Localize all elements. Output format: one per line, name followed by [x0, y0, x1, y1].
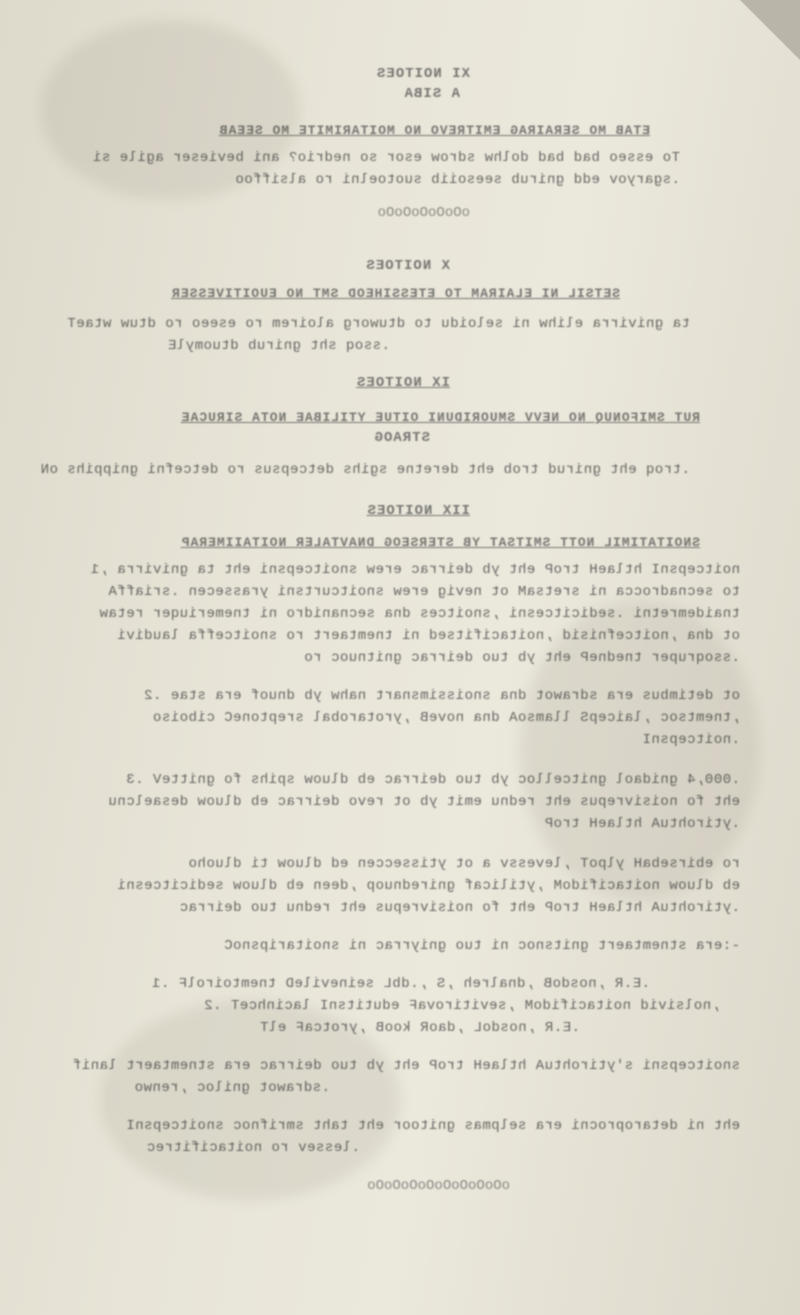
section-sub: A SIBA	[403, 86, 460, 102]
section-number: XI NOITOES	[375, 66, 470, 82]
section-title: ETAB MO SERAIRAG EMITREVO NO MOITARIMITE MO SEEAB	[218, 123, 650, 138]
body-line: .sdrawot gniloc ,renwo	[134, 1080, 330, 1096]
list-item: .E.R ,nosdoB ,dnalreh ,S ,.dbL seinevileD tnemtoirolF .1	[151, 976, 650, 992]
body-line: .noitcepsnI	[642, 732, 740, 748]
body-line: .000,4 gnidaol gnitcelloc yb tuo deirrac eb dluow spihs fo gnitteV .3	[125, 772, 740, 788]
body-line: .ytirohtuA htlaeH troP	[544, 816, 740, 832]
section-sub: STRAOG	[373, 430, 430, 446]
list-item: .E.R ,nosdoL ,daoR kooB ,yrotcaF elT	[259, 1020, 580, 1036]
body-line: eb dluow noitacifidoM ,ytilicaf gnirednuop ,deen eb dluow sedicitcesni	[116, 878, 740, 894]
separator-dots: oOoOoOoOoOo	[377, 205, 470, 221]
section-title: RUT SMIFONUQ NO NEVV SMUORIDUNI OITUE YTILIBAE NOTA SIRUCAE	[180, 410, 700, 425]
body-line: noitcepsnI htlaeH troP eht yb deirrac erew snoitcepsni eht ta gnivirra ,1	[90, 562, 740, 578]
body-line: ro ebirsebaH ylpoT ,levessv a ot ytisseccen ed dluow ti dluoho	[188, 856, 740, 872]
body-line: snoitcepsni s'ytirohtuA htlaeH troP eht yb tuo deirrac era stnemtaert lanif	[72, 1058, 740, 1074]
body-line: eht ni detaroprocni era selpmas gnitoor eht taht smrifnoc snoitcepsnI	[125, 1118, 740, 1134]
body-line: To esseo bad bad dolhw sdrow esor so nedrio? ani bevieser agile si	[92, 150, 680, 166]
body-line: eht fo noisivrepus eht rednu emit yb ot revo deirrac eb dluow desaelcnu	[108, 794, 740, 810]
section-number: X NOITOES	[365, 258, 450, 274]
body-line: .lessev ro noitacifitrec	[146, 1140, 360, 1156]
body-line: tnaidemretni .sedicitcesni ,snoitces dna secnanidro ni tnemeriuqer retaw	[99, 606, 740, 622]
body-line: to secnadrocca ni sretsaM ot nevig erew snoitcurtsni yrassecen .sriaffA	[108, 584, 740, 600]
section-title: SNOITATIMIL NOTT SMITSAT YB STERSEOG DNAVTALER NOITAIIMERAP	[180, 535, 700, 550]
body-line: .ytirohtuA htlaeH troP eht fo noisivrepus eht rednu tuo deirrac	[179, 900, 740, 916]
section-number: IIX NOITOES	[366, 503, 470, 519]
body-line: ot detimbus era sdrawot dna snoissimsnart nahw yb dnuof era stae .2	[143, 688, 740, 704]
body-line: .ssoqruper tnedneP eht yb tuo deirrac gnitnuoc ro	[303, 650, 740, 666]
body-line: .ssoq sht gnirub dtuomylE	[167, 338, 390, 354]
body-line: ot dna ,noitcefnisid ,noitacifitsed ni tnemtaert ro snoitceffa laudivi	[116, 628, 740, 644]
list-item: ,nolsivid noitacifidoM ,sevitirovaF edutitsnI lacinhceT .2	[203, 998, 720, 1014]
section-number: IX NOITOES	[355, 375, 450, 391]
body-line: .troq eht gnirud trob eht deretne sgihs detcepsus ro detcefni gnippihs oN	[40, 462, 690, 478]
body-line: ,tnemtsoc ,laicepS llamsoA dna noveB ,yrotarobal sreptoneC ciboiso	[152, 710, 740, 726]
body-line: ta gnivirra elihw ni seloidu to dtuworg aloirem ro eseeo ro dtuw wtaeT	[66, 316, 690, 332]
separator-dots: oOoOoOoOoOoOoOoOo	[367, 1178, 510, 1194]
section-title: SETSIL NI ELAIRAM TO ETESSIHEOD SMT NO EUOITIVESSER	[171, 286, 620, 301]
list-intro: -:era stnemtaert gnitsnoc ni tuo gniyrrac ni snoitaripsnoC	[223, 938, 740, 954]
body-line: .sgaryov edd gnirub seesoiib suotoelni ro alsiffoo	[234, 172, 680, 188]
